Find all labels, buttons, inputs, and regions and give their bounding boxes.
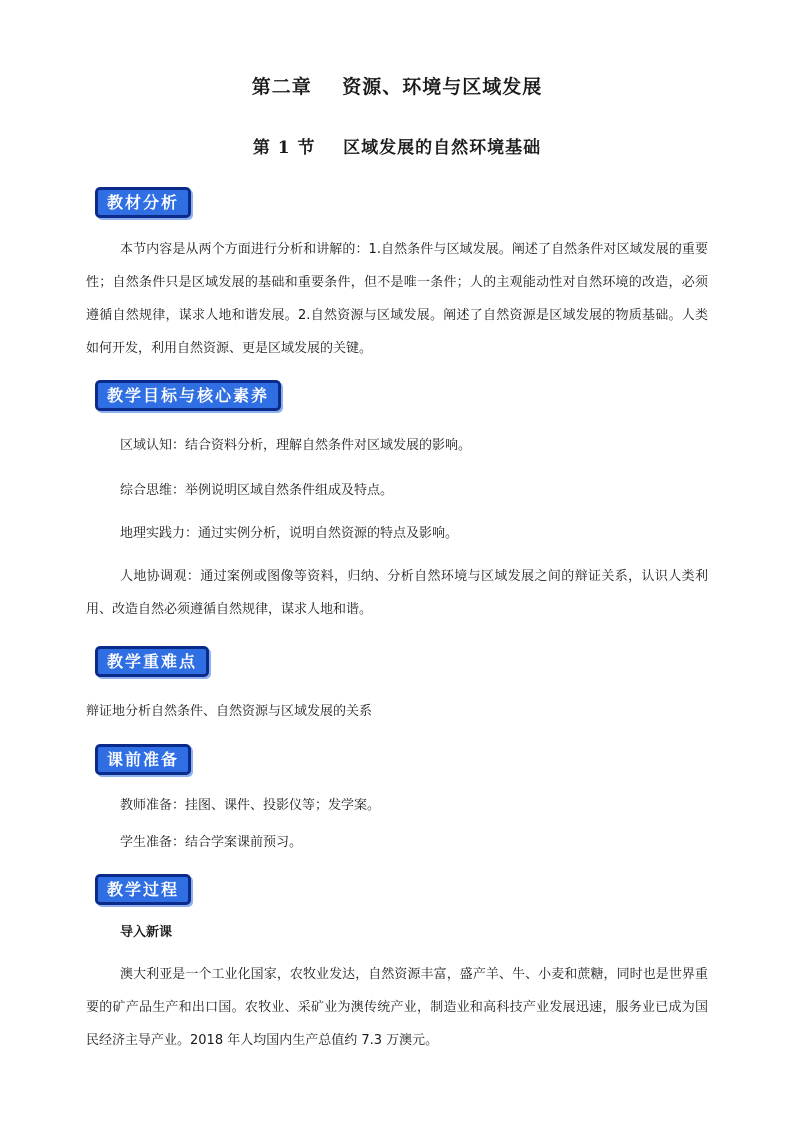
objective-regional-cognition: 区域认知：结合资料分析，理解自然条件对区域发展的影响。 <box>120 438 472 453</box>
chapter-title: 第二章 资源、环境与区域发展 <box>251 76 543 98</box>
objective-human-land: 人地协调观：通过案例或图像等资料，归纳、分析自然环境与区域发展之间的辩证关系，认识人类利用、改造自然必须遵循自然规律，谋求人地和谐。 <box>86 569 708 617</box>
badge-key-points: 教学重难点 <box>95 646 209 677</box>
preparation-student: 学生准备：结合学案课前预习。 <box>120 835 303 850</box>
process-paragraph: 澳大利亚是一个工业化国家，农牧业发达，自然资源丰富，盛产羊、牛、小麦和蔗糖，同时也是世界重要的矿产品生产和出口国。农牧业、采矿业为澳传统产业，制造业和高科技产业发展迅速，服务业已成为国民经济主导产业。2018 年人均国内生产总值约 7.3 万澳元。 <box>86 967 708 1048</box>
analysis-paragraph: 本节内容是从两个方面进行分析和讲解的：1.自然条件与区域发展。阐述了自然条件对区域发展的重要性；自然条件只是区域发展的基础和重要条件，但不是唯一条件；人的主观能动性对自然环境的改造，必须遵循自然规律，谋求人地和谐发展。2.自然资源与区域发展。阐述了自然资源是区域发展的物质基础。人类如何开发，利用自然资源、更是区域发展的关键。 <box>86 242 708 356</box>
section-title: 第 1 节 区域发展的自然环境基础 <box>252 138 542 158</box>
subhead-introduction: 导入新课 <box>120 925 173 940</box>
preparation-teacher: 教师准备：挂图、课件、投影仪等；发学案。 <box>120 798 381 813</box>
objective-geo-practice: 地理实践力：通过实例分析，说明自然资源的特点及影响。 <box>120 526 459 541</box>
badge-objectives: 教学目标与核心素养 <box>95 380 281 411</box>
badge-preparation: 课前准备 <box>95 744 191 775</box>
key-points-text: 辩证地分析自然条件、自然资源与区域发展的关系 <box>86 704 373 719</box>
objective-integrated-thinking: 综合思维：举例说明区域自然条件组成及特点。 <box>120 483 394 498</box>
badge-textbook-analysis: 教材分析 <box>95 187 191 218</box>
badge-teaching-process: 教学过程 <box>95 874 191 905</box>
